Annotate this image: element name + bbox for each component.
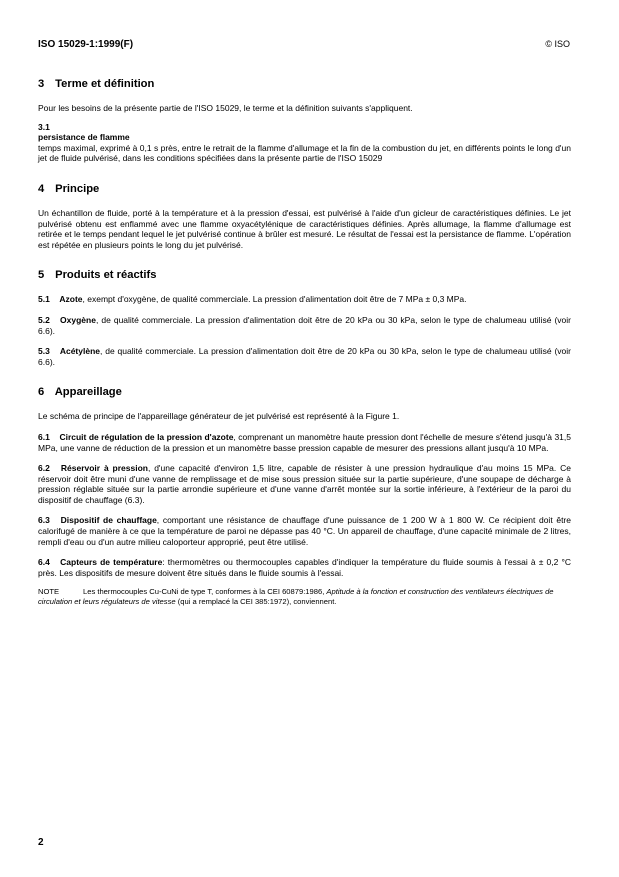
- page-body: [38, 78, 571, 607]
- section-title: Principe: [55, 182, 100, 195]
- clause-title: Circuit de régulation de la pression d'azote: [59, 431, 234, 442]
- clause-6-1: [38, 432, 571, 453]
- clause-title: Acétylène: [59, 346, 101, 357]
- clause-6-4: [38, 557, 571, 578]
- clause-text: , exempt d'oxygène, de qualité commerciale. La pression d'alimentation doit être de 7 MPa ± 0,3 MPa.: [82, 294, 467, 305]
- clause-text: , comportant une résistance de chauffage d'une puissance de 1 200 W à 1 800 W. Ce récipient doit être calorifugé de manière à ce que la température de paroi ne dépasse pas 40 °C. Un appareil de chauffage, d'une capacité minimale de 2 litres, rempli d'eau ou d'un autre milieu caloporteur approprié, peut être utilisé.: [38, 515, 571, 547]
- clause-title: Azote: [59, 294, 83, 305]
- clause-title: Oxygène: [60, 314, 96, 325]
- term-name: persistance de flamme: [38, 132, 130, 143]
- clause-text: , de qualité commerciale. La pression d'alimentation doit être de 20 kPa ou 30 kPa, selon le type de chalumeau utilisé (voir 6.6).: [38, 314, 571, 336]
- clause-number: 5.1: [38, 294, 50, 305]
- section-6-heading: [38, 386, 571, 399]
- clause-number: 6.1: [38, 431, 50, 442]
- clause-text: , comprenant un manomètre haute pression dont l'échelle de mesure s'étend jusqu'à 31,5 MPa, une vanne de réduction de la pression et un manomètre basse pression capable de mesurer des pressions allant jusqu'à 10 MPa.: [38, 431, 571, 453]
- clause-text: : thermomètres ou thermocouples capables d'indiquer la température du fluide soumis à l'essai à ± 0,2 °C près. Les dispositifs de mesure doivent être situés dans le fluide soumis à l'essai.: [38, 557, 571, 578]
- clause-title: Capteurs de température: [60, 557, 163, 568]
- clause-6-2: [38, 463, 571, 505]
- note-text-end: (qui a remplacé la CEI 385:1972), conviennent.: [175, 597, 337, 607]
- section-4-text: Un échantillon de fluide, porté à la température et à la pression d'essai, est pulvérisé à l'aide d'un gicleur de caractéristiques définies. Le jet pulvérisé obtenu est enflammé avec une flamme oxyacétylénique de caractéristiques définies. Après allumage, la flamme d'allumage est retirée et le temps pendant lequel le jet pulvérisé continue à brûler est mesuré. Le résultat de l'essai est la persistance de flamme. L'opération est répétée en plusieurs points le long du jet pulvérisé.: [38, 207, 571, 250]
- section-5-heading: [38, 269, 571, 282]
- section-title: Terme et définition: [55, 78, 155, 90]
- clause-title: Dispositif de chauffage: [60, 515, 157, 526]
- document-id: ISO 15029-1:1999(F): [38, 39, 134, 50]
- section-3-heading: [38, 78, 571, 91]
- section-3-intro: Pour les besoins de la présente partie de l'ISO 15029, le terme et la définition suivants s'appliquent.: [38, 103, 413, 113]
- term-number: 3.1: [38, 121, 50, 132]
- note-standard-title: Aptitude à la fonction et construction des ventilateurs électriques de circulation et leurs régulateurs de vitesse: [38, 587, 554, 607]
- section-6-intro: Le schéma de principe de l'appareillage générateur de jet pulvérisé est représenté à la Figure 1.: [38, 411, 400, 422]
- section-title: Produits et réactifs: [55, 269, 157, 282]
- section-number: 3: [38, 78, 45, 90]
- section-number: 4: [38, 182, 45, 195]
- clause-5-1: [38, 294, 571, 305]
- copyright-notice: © ISO: [545, 39, 570, 49]
- section-title: Appareillage: [54, 386, 122, 399]
- term-definition: temps maximal, exprimé à 0,1 s près, entre le retrait de la flamme d'allumage et la fin de la combustion du jet, en différents points le long d'un jet de fluide pulvérisé, dans les conditions spécifiées dans la présente partie de l'ISO 15029: [38, 142, 571, 164]
- clause-5-3: [38, 346, 571, 367]
- clause-5-2: [38, 315, 571, 336]
- clause-number: 6.4: [38, 557, 50, 568]
- section-number: 5: [38, 269, 45, 282]
- note-text: Les thermocouples Cu-CuNi de type T, conformes à la CEI 60879:1986,: [83, 587, 327, 597]
- clause-6-3: [38, 515, 571, 547]
- clause-text: , de qualité commerciale. La pression d'alimentation doit être de 20 kPa ou 30 kPa, selon le type de chalumeau utilisé (voir 6.6).: [38, 346, 571, 367]
- page-number: 2: [38, 837, 44, 848]
- clause-number: 5.2: [38, 314, 50, 325]
- note: [38, 587, 571, 606]
- clause-number: 5.3: [38, 346, 50, 357]
- clause-text: , d'une capacité d'environ 1,5 litre, capable de résister à une pression hydraulique d'au moins 15 MPa. Ce réservoir doit être muni d'une vanne de remplissage et de mise sous pression située sur la partie supérieure, d'une soupape de décharge à pression réglable située sur la partie arrondie supérieure et d'une vanne d'arrêt montée sur la sortie inférieure, à l'extérieur de la paroi du dispositif de chauffage (6.3).: [38, 463, 571, 505]
- clause-number: 6.2: [38, 463, 50, 474]
- section-4-heading: [38, 183, 571, 196]
- section-number: 6: [38, 386, 45, 399]
- clause-title: Réservoir à pression: [60, 463, 148, 474]
- note-label: NOTE: [38, 587, 60, 597]
- clause-number: 6.3: [38, 515, 50, 526]
